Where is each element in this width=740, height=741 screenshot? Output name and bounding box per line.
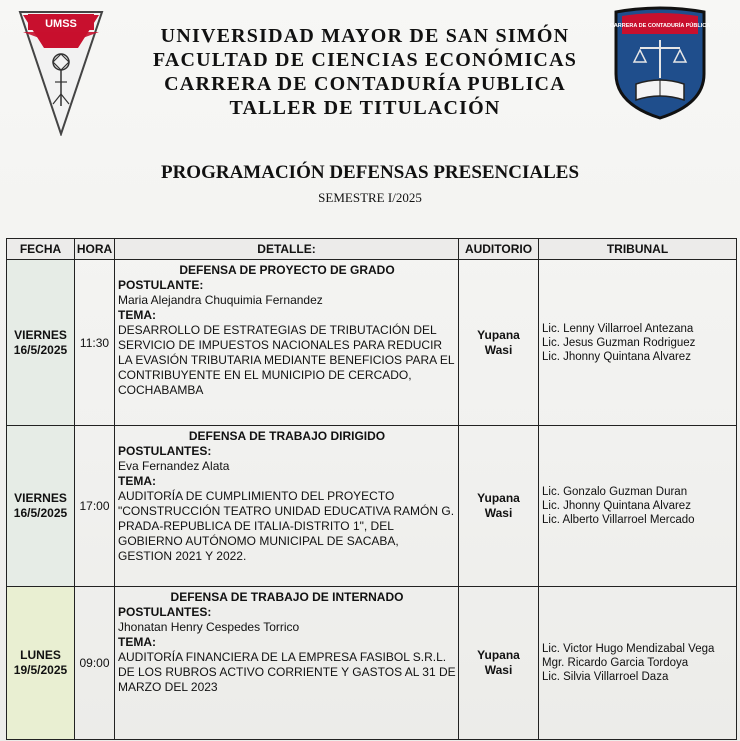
seal-logo-text: CARRERA DE CONTADURÍA PÚBLICA bbox=[610, 23, 710, 29]
header-fecha: FECHA bbox=[7, 239, 75, 260]
tribunal-member: Lic. Gonzalo Guzman Duran bbox=[542, 486, 688, 498]
header-auditorio: AUDITORIO bbox=[459, 239, 539, 260]
date-value: 16/5/2025 bbox=[13, 506, 68, 520]
applicant-name: Maria Alejandra Chuquimia Fernandez bbox=[118, 293, 323, 307]
auditorium-line2: Wasi bbox=[484, 663, 513, 677]
date-cell bbox=[7, 426, 75, 587]
tribunal-member: Mgr. Ricardo Garcia Tordoya bbox=[542, 657, 689, 669]
tribunal-cell bbox=[539, 587, 737, 740]
day-name: VIERNES bbox=[14, 491, 67, 505]
tribunal-member: Lic. Victor Hugo Mendizabal Vega bbox=[542, 643, 715, 655]
time-cell: 11:30 bbox=[75, 260, 115, 426]
auditorium-cell bbox=[459, 426, 539, 587]
header-tribunal: TRIBUNAL bbox=[539, 239, 737, 260]
auditorium-line2: Wasi bbox=[484, 342, 513, 357]
topic-label: TEMA: bbox=[118, 474, 156, 488]
time-cell: 17:00 bbox=[75, 426, 115, 587]
contaduria-seal-logo bbox=[610, 4, 710, 120]
header-detalle: DETALLE: bbox=[115, 239, 459, 260]
defense-type: DEFENSA DE PROYECTO DE GRADO bbox=[179, 263, 395, 277]
tribunal-member: Lic. Jesus Guzman Rodriguez bbox=[542, 336, 696, 349]
auditorium-line1: Yupana bbox=[477, 491, 520, 505]
detail-cell bbox=[115, 260, 459, 426]
time-cell: 09:00 bbox=[75, 587, 115, 740]
date-cell bbox=[7, 260, 75, 426]
faculty-name: FACULTAD DE CIENCIAS ECONÓMICAS bbox=[152, 49, 578, 71]
topic-text: AUDITORÍA FINANCIERA DE LA EMPRESA FASIBOL S.R.L. DE LOS RUBROS ACTIVO CORRIENTE Y GASTOS AL 31 DE MARZO DEL 2023 bbox=[118, 650, 456, 694]
tribunal-member: Lic. Jhonny Quintana Alvarez bbox=[542, 350, 691, 363]
detail-cell bbox=[115, 426, 459, 587]
umss-logo bbox=[18, 10, 104, 136]
auditorium-cell bbox=[459, 260, 539, 426]
topic-label: TEMA: bbox=[118, 635, 156, 649]
auditorium-line1: Yupana bbox=[477, 648, 520, 662]
auditorium-cell bbox=[459, 587, 539, 740]
table-row bbox=[7, 260, 737, 426]
applicant-label: POSTULANTES: bbox=[118, 605, 212, 619]
topic-text: AUDITORÍA DE CUMPLIMIENTO DEL PROYECTO "CONSTRUCCIÓN TEATRO UNIDAD EDUCATIVA RAMÓN G. PRADA-REPUBLICA DE ITALIA-DISTRITO 1", DEL GOBIERNO AUTÓNOMO MUNICIPAL DE SACABA, GESTION 2021 Y 2022. bbox=[118, 489, 455, 563]
auditorium-line2: Wasi bbox=[484, 506, 513, 520]
defense-type: DEFENSA DE TRABAJO DIRIGIDO bbox=[188, 429, 386, 443]
umss-logo-text: UMSS bbox=[45, 18, 77, 30]
tribunal-member: Lic. Lenny Villarroel Antezana bbox=[542, 322, 694, 335]
tribunal-member: Lic. Alberto Villarroel Mercado bbox=[542, 514, 695, 526]
topic-label: TEMA: bbox=[118, 308, 156, 322]
tribunal-member: Lic. Jhonny Quintana Alvarez bbox=[542, 500, 691, 512]
workshop-name: TALLER DE TITULACIÓN bbox=[229, 97, 501, 119]
tribunal-cell bbox=[539, 260, 737, 426]
date-value: 16/5/2025 bbox=[13, 342, 68, 357]
date-value: 19/5/2025 bbox=[13, 663, 68, 677]
table-row bbox=[7, 587, 737, 740]
semester-subtitle: SEMESTRE I/2025 bbox=[318, 190, 422, 205]
applicant-label: POSTULANTES: bbox=[118, 444, 212, 458]
auditorium-line1: Yupana bbox=[477, 327, 520, 342]
tribunal-member: Lic. Silvia Villarroel Daza bbox=[542, 671, 669, 683]
detail-cell bbox=[115, 587, 459, 740]
university-name: UNIVERSIDAD MAYOR DE SAN SIMÓN bbox=[160, 25, 570, 47]
page-title: PROGRAMACIÓN DEFENSAS PRESENCIALES bbox=[160, 162, 580, 183]
defense-schedule-table bbox=[6, 238, 737, 740]
table-header-row bbox=[7, 239, 737, 260]
day-name: LUNES bbox=[20, 648, 61, 662]
applicant-name: Jhonatan Henry Cespedes Torrico bbox=[118, 620, 300, 634]
applicant-name: Eva Fernandez Alata bbox=[118, 459, 230, 473]
date-cell bbox=[7, 587, 75, 740]
career-name: CARRERA DE CONTADURÍA PUBLICA bbox=[164, 73, 566, 95]
institution-header bbox=[110, 24, 620, 120]
applicant-label: POSTULANTE: bbox=[118, 278, 204, 292]
day-name: VIERNES bbox=[14, 327, 67, 342]
table-row bbox=[7, 426, 737, 587]
tribunal-cell bbox=[539, 426, 737, 587]
defense-type: DEFENSA DE TRABAJO DE INTERNADO bbox=[170, 590, 404, 604]
topic-text: DESARROLLO DE ESTRATEGIAS DE TRIBUTACIÓN DEL SERVICIO DE IMPUESTOS NACIONALES PARA REDUCIR LA EVASIÓN TRIBUTARIA MEDIANTE BENEFICIOS PARA EL CONTRIBUYENTE EN EL MUNICIPIO DE CERCADO, COCHABAMBA bbox=[118, 323, 455, 397]
header-hora: HORA bbox=[75, 239, 115, 260]
